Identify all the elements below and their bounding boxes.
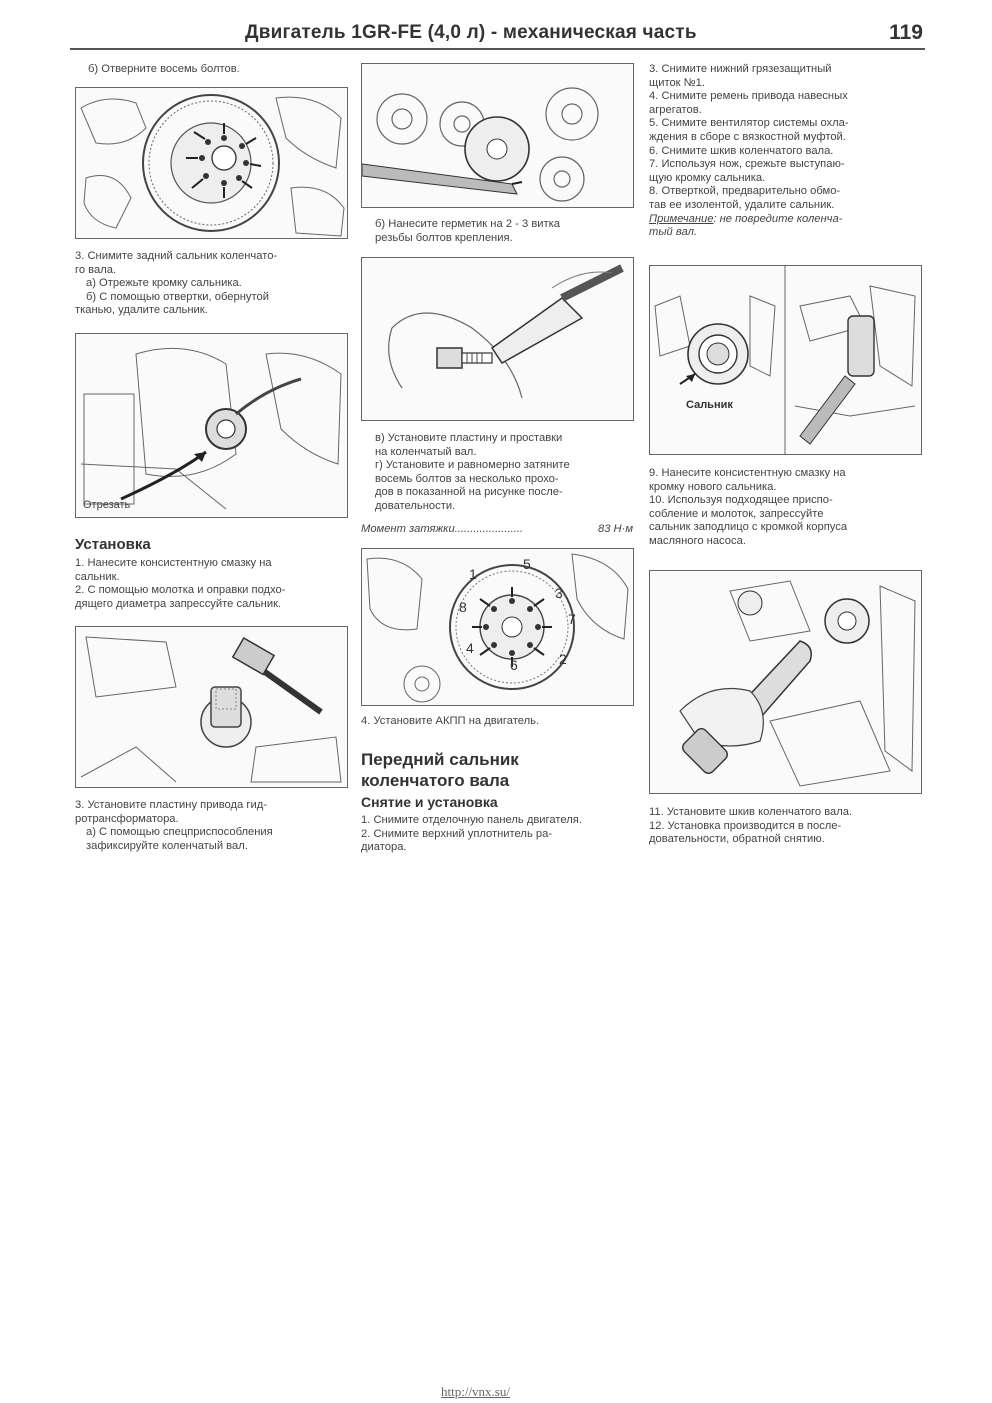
removal-steps-1-2: 1. Снимите отделочную панель двигателя. 2. Снимите верхний уплотнитель ра- диатора.	[361, 814, 582, 854]
seq-label-4: 4	[466, 640, 474, 656]
figure-sealant-bolt	[361, 257, 634, 421]
seq-label-8: 8	[459, 599, 467, 615]
figure-cut-seal	[75, 333, 348, 518]
seq-label-7: 7	[568, 611, 576, 627]
seq-label-5: 5	[523, 556, 531, 572]
install-step-3: 3. Установите пластину привода гид- ротрансформатора. а) С помощью спецприспособления зафиксируйте коленчатый вал.	[75, 799, 273, 852]
install-steps-11-12: 11. Установите шкив коленчатого вала. 12. Установка производится в после- довательности, обратной снятию.	[649, 806, 853, 846]
removal-steps-3-8: 3. Снимите нижний грязезащитный щиток №1. 4. Снимите ремень привода навесных агрегатов. 5. Снимите вентилятор системы охла- ждения в сборе с вязкостной муфтой. 6. Снимите шкив коленчатого вала. 7. Используя нож, срежьте выступаю- щую кромку сальника. 8. Отверткой, предварительно обмо- тав ее изолентой, удалите сальник. Примечание: не повредите коленча- тый вал.	[649, 63, 849, 239]
seq-label-1: 1	[469, 566, 477, 582]
sealant-bolt-drawing	[362, 258, 633, 420]
figure-label-seal: Сальник	[686, 399, 733, 411]
step-b-unscrew-bolts: б) Отверните восемь болтов.	[88, 63, 240, 75]
seq-label-6: 6	[510, 657, 518, 673]
install-steps-1-2: 1. Нанесите консистентную смазку на сальник. 2. С помощью молотка и оправки подхо- дящего диаметра запрессуйте сальник.	[75, 557, 286, 610]
install-heading: Установка	[75, 536, 151, 553]
page-header	[70, 22, 925, 50]
plate-tool-drawing	[362, 64, 633, 207]
bolt-sequence-drawing	[362, 549, 633, 705]
torque-spec: Момент затяжки...................... 83 Н·м	[361, 523, 633, 535]
subsection-removal-install: Снятие и установка	[361, 794, 498, 810]
press-front-seal-drawing	[650, 571, 921, 793]
flywheel-drawing	[76, 88, 347, 238]
section-title-front-seal: Передний сальник коленчатого вала	[361, 750, 519, 790]
seq-label-2: 2	[559, 651, 567, 667]
step-4-install-transmission: 4. Установите АКПП на двигатель.	[361, 715, 540, 727]
step-v-g-install-plate: в) Установите пластину и проставки на коленчатый вал. г) Установите и равномерно затяните восемь болтов за несколько прохо- дов в показанной на рисунке после- довательности.	[375, 432, 570, 512]
seq-label-3: 3	[555, 585, 563, 601]
figure-bolt-sequence	[361, 548, 634, 706]
install-steps-9-10: 9. Нанесите консистентную смазку на кромку нового сальника. 10. Используя подходящее приспо- собление и молоток, запрессуйте сальник заподлицо с кромкой корпуса масляного насоса.	[649, 467, 848, 547]
step-b-sealant: б) Нанесите герметик на 2 - 3 витка резьбы болтов крепления.	[375, 218, 560, 244]
figure-press-front-seal	[649, 570, 922, 794]
figure-front-seal	[649, 265, 922, 455]
front-seal-drawing	[650, 266, 921, 454]
rear-seal-cut-drawing	[76, 334, 347, 517]
page-title: Двигатель 1GR-FE (4,0 л) - механическая часть	[245, 22, 697, 43]
step-3-remove-rear-seal: 3. Снимите задний сальник коленчато- го вала. а) Отрежьте кромку сальника. б) С помощью отвертки, обернутой тканью, удалите сальник.	[75, 250, 278, 317]
figure-label-cut: Отрезать	[83, 499, 131, 511]
press-seal-drawing	[76, 627, 347, 787]
figure-flywheel-bolts	[75, 87, 348, 239]
figure-press-seal	[75, 626, 348, 788]
footer-url[interactable]: http://vnx.su/	[441, 1384, 510, 1399]
figure-plate-tool	[361, 63, 634, 208]
page-number: 119	[889, 21, 923, 44]
